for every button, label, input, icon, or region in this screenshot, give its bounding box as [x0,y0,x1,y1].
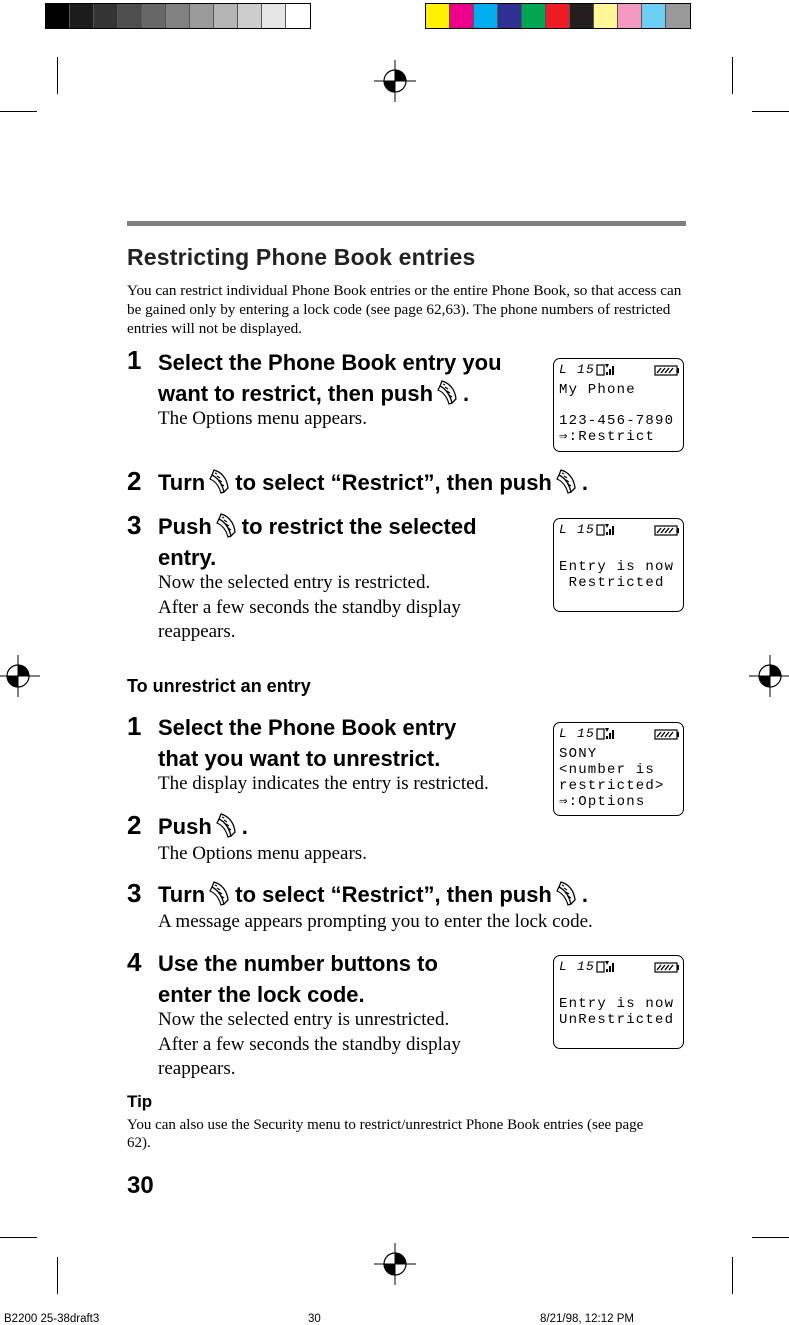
crop-mark [0,1237,37,1238]
display-line: restricted> [559,778,665,794]
page-title: Restricting Phone Book entries [127,244,476,270]
footer-page: 30 [308,1313,321,1325]
gray-swatch [118,4,142,28]
step-number: 2 [127,466,142,496]
step-number: 3 [127,510,142,540]
registration-mark-icon [374,60,416,102]
jog-dial-icon [216,812,238,838]
gray-swatch [286,4,310,28]
page-number: 30 [127,1172,154,1199]
crop-mark [57,1257,58,1294]
jog-dial-icon [437,379,459,405]
crop-mark [0,111,37,112]
display-line: Entry is now [559,996,675,1012]
display-line: <number is [559,762,656,778]
process-color-bar [425,3,691,29]
phone-display [553,955,684,1049]
phone-display [553,518,684,612]
step-number: 1 [127,345,142,375]
jog-dial-icon [216,512,238,538]
gray-swatch [262,4,286,28]
step-title: Select the Phone Book entry you want to restrict, then push . [158,350,502,406]
display-line: ⇒:Restrict [559,429,656,445]
status-channel: L 15 [559,362,596,377]
intro-paragraph: You can restrict individual Phone Book entries or the entire Phone Book, so that access can be gained only by entering a lock code (see page 62,63). The phone numbers of restricted entries will not be displayed. [127,282,682,337]
jog-dial-icon [209,880,231,906]
step-number: 2 [127,810,142,840]
gray-swatch [166,4,190,28]
color-swatch [522,4,546,28]
section-rule [127,221,686,226]
color-swatch [642,4,666,28]
gray-swatch [214,4,238,28]
registration-mark-icon [749,655,789,697]
subsection-heading: To unrestrict an entry [127,676,311,696]
display-line: 123-456-7890 [559,413,675,429]
gray-swatch [70,4,94,28]
color-swatch [666,4,690,28]
footer-date: 8/21/98, 12:12 PM [540,1313,634,1325]
display-line: SONY [559,746,598,762]
status-channel: L 15 [559,726,596,741]
tip-text: You can also use the Security menu to restrict/unrestrict Phone Book entries (see page 62). [127,1117,644,1151]
color-swatch [474,4,498,28]
registration-mark-icon [0,655,40,697]
jog-dial-icon [556,468,578,494]
gray-swatch [46,4,70,28]
crop-mark [732,1257,733,1294]
footer-file: B2200 25-38draft3 [4,1313,100,1325]
phone-display [553,358,684,452]
status-channel: L 15 [559,959,596,974]
display-line: My Phone [559,382,636,398]
step-title: Push . [158,814,248,839]
display-line: Restricted [559,575,665,591]
crop-mark [732,57,733,94]
step-title: Select the Phone Book entry that you want to unrestrict. [158,715,457,771]
step-title-line: Select the Phone Book entry you [158,350,502,375]
color-swatch [546,4,570,28]
step-description: The Options menu appears. [158,843,367,864]
display-line: UnRestricted [559,1012,675,1028]
gray-swatch [94,4,118,28]
color-swatch [570,4,594,28]
crop-mark [752,111,789,112]
crop-mark [57,57,58,94]
color-swatch [426,4,450,28]
color-swatch [618,4,642,28]
step-title: Turn to select “Restrict”, then push . [158,882,588,907]
status-channel: L 15 [559,522,596,537]
gray-swatch [190,4,214,28]
step-title: Turn to select “Restrict”, then push . [158,470,588,495]
step-description: The display indicates the entry is restricted. [158,773,489,794]
registration-mark-icon [374,1243,416,1285]
color-swatch [450,4,474,28]
color-swatch [498,4,522,28]
display-line: Entry is now [559,559,675,575]
step-description: The Options menu appears. [158,408,367,429]
step-description: Now the selected entry is restricted. After a few seconds the standby display reappears. [158,572,461,642]
crop-mark [752,1237,789,1238]
gray-swatch [238,4,262,28]
step-title: Push to restrict the selected entry. [158,514,477,570]
grayscale-bar [45,3,311,29]
step-title: Use the number buttons to enter the lock code. [158,951,438,1007]
jog-dial-icon [209,468,231,494]
step-description: A message appears prompting you to enter the lock code. [158,911,593,932]
step-title-line: want to restrict, then push [158,381,434,406]
step-number: 4 [127,947,142,977]
phone-display [553,722,684,816]
step-number: 1 [127,711,142,741]
tip-heading: Tip [127,1092,153,1111]
step-description: Now the selected entry is unrestricted. After a few seconds the standby display reappears. [158,1009,461,1079]
gray-swatch [142,4,166,28]
color-swatch [594,4,618,28]
step-number: 3 [127,878,142,908]
jog-dial-icon [556,880,578,906]
display-line: ⇒:Options [559,794,646,810]
